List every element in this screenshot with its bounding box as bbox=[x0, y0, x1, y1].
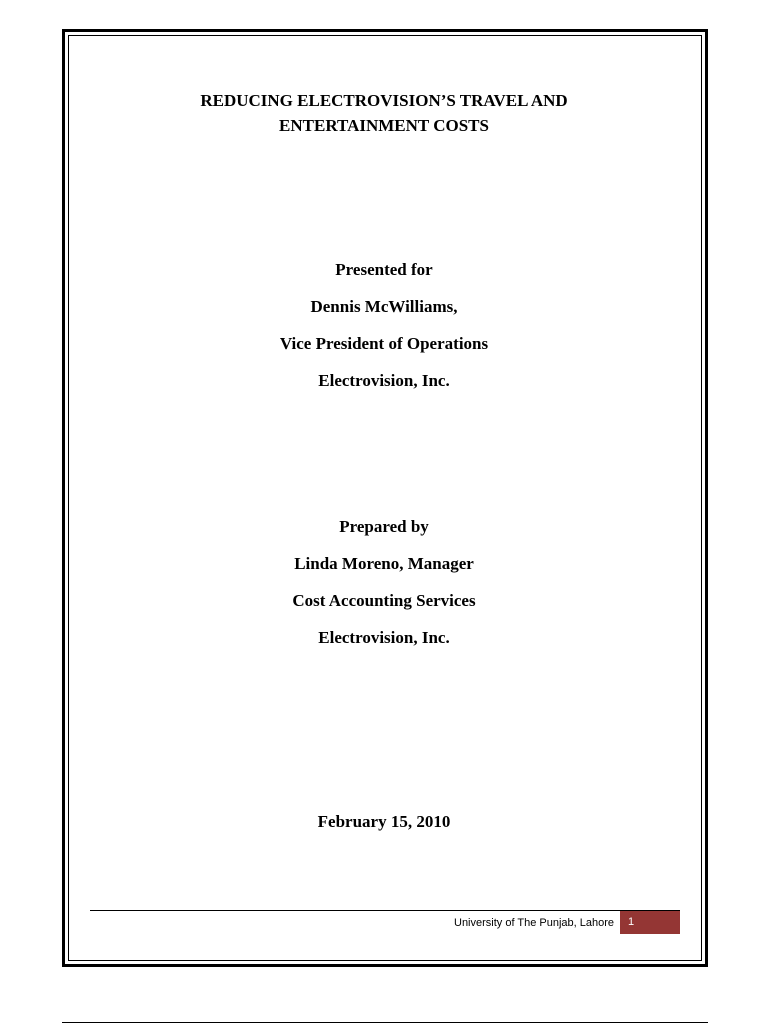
footer-divider bbox=[90, 910, 680, 911]
bottom-divider bbox=[62, 1022, 708, 1023]
presented-for-block bbox=[0, 257, 768, 405]
prepared-heading: Prepared by bbox=[339, 517, 429, 536]
footer-institution: University of The Punjab, Lahore bbox=[454, 917, 614, 929]
title-line-1: REDUCING ELECTROVISION’S TRAVEL AND bbox=[200, 91, 568, 110]
prepared-name: Linda Moreno, Manager bbox=[294, 554, 474, 573]
prepared-by-block bbox=[0, 514, 768, 662]
presented-position: Vice President of Operations bbox=[279, 334, 489, 353]
prepared-department: Cost Accounting Services bbox=[292, 591, 476, 610]
presented-heading: Presented for bbox=[335, 260, 433, 279]
title-line-2: ENTERTAINMENT COSTS bbox=[279, 116, 489, 135]
document-title bbox=[0, 88, 768, 138]
document-date: February 15, 2010 bbox=[317, 812, 451, 831]
presented-company: Electrovision, Inc. bbox=[318, 371, 450, 390]
page-number-badge: 1 bbox=[620, 911, 680, 934]
prepared-company: Electrovision, Inc. bbox=[318, 628, 450, 647]
presented-name: Dennis McWilliams, bbox=[310, 297, 458, 316]
